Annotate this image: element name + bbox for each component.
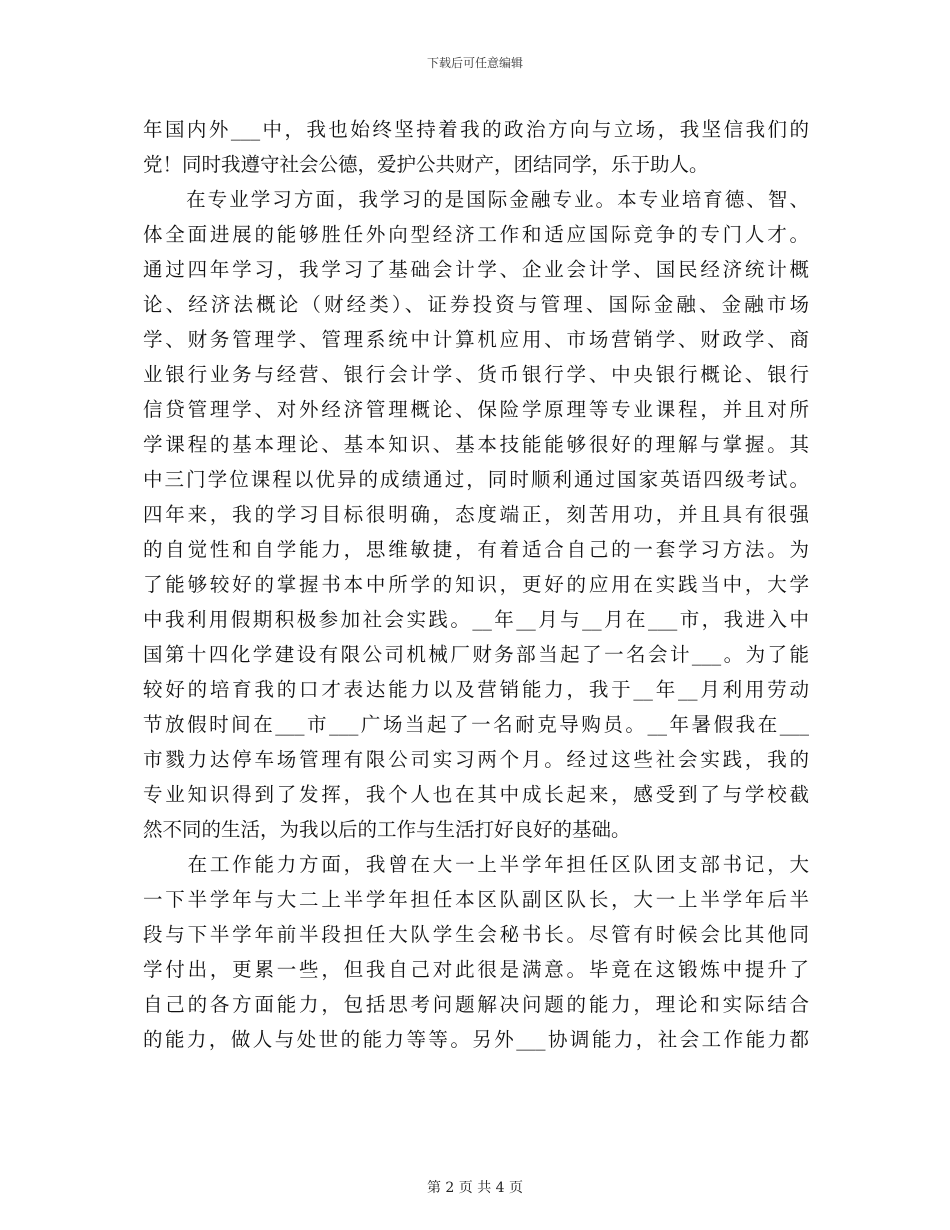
text-line: 的自觉性和自学能力，思维敏捷，有着适合自己的一套学习方法。为 (143, 538, 809, 561)
text-line: 信贷管理学、对外经济管理概论、保险学原理等专业课程，并且对所 (143, 398, 809, 421)
page-number: 第 2 页 共 4 页 (426, 1180, 524, 1196)
text-line: 四年来，我的学习目标很明确，态度端正，刻苦用功，并且具有很强 (143, 503, 809, 526)
text-line: 党！同时我遵守社会公德，爱护公共财产，团结同学，乐于助人。 (143, 153, 709, 176)
text-line: 段与下半学年前半段担任大队学生会秘书长。尽管有时候会比其他同 (143, 923, 809, 946)
text-line: 在工作能力方面，我曾在大一上半学年担任区队团支部书记，大 (143, 853, 809, 876)
text-line: 业银行业务与经营、银行会计学、货币银行学、中央银行概论、银行 (143, 363, 809, 386)
text-line: 学课程的基本理论、基本知识、基本技能能够很好的理解与掌握。其 (143, 433, 809, 456)
page-header: 下载后可任意编辑 (426, 56, 523, 70)
text-line: 通过四年学习，我学习了基础会计学、企业会计学、国民经济统计概 (143, 258, 809, 281)
text-line: 一下半学年与大二上半学年担任本区队副区队长，大一上半学年后半 (143, 888, 809, 911)
text-line: 了能够较好的掌握书本中所学的知识，更好的应用在实践当中，大学 (143, 573, 809, 596)
text-line: 学、财务管理学、管理系统中计算机应用、市场营销学、财政学、商 (143, 328, 809, 351)
text-line: 的能力，做人与处世的能力等等。另外___协调能力，社会工作能力都 (143, 1028, 809, 1051)
text-line: 然不同的生活，为我以后的工作与生活打好良好的基础。 (143, 818, 631, 841)
text-line: 专业知识得到了发挥，我个人也在其中成长起来，感受到了与学校截 (143, 783, 809, 806)
text-line: 市戮力达停车场管理有限公司实习两个月。经过这些社会实践，我的 (143, 748, 809, 771)
document-body (143, 112, 809, 1057)
text-line: 较好的培育我的口才表达能力以及营销能力，我于__年__月利用劳动 (143, 678, 809, 701)
text-line: 学付出，更累一些，但我自己对此很是满意。毕竟在这锻炼中提升了 (143, 958, 809, 981)
text-line: 节放假时间在___市___广场当起了一名耐克导购员。__年暑假我在___ (143, 713, 809, 736)
text-line: 年国内外___中，我也始终坚持着我的政治方向与立场，我坚信我们的 (143, 118, 809, 141)
text-line: 在专业学习方面，我学习的是国际金融专业。本专业培育德、智、 (143, 188, 809, 211)
text-line: 中我利用假期积极参加社会实践。__年__月与__月在___市，我进入中 (143, 608, 809, 631)
text-line: 中三门学位课程以优异的成绩通过，同时顺利通过国家英语四级考试。 (143, 468, 809, 491)
text-line: 论、经济法概论（财经类）、证券投资与管理、国际金融、金融市场 (143, 293, 809, 316)
text-line: 体全面进展的能够胜任外向型经济工作和适应国际竞争的专门人才。 (143, 223, 809, 246)
text-line: 自己的各方面能力，包括思考问题解决问题的能力，理论和实际结合 (143, 993, 809, 1016)
text-line: 国第十四化学建设有限公司机械厂财务部当起了一名会计___。为了能 (143, 643, 809, 666)
